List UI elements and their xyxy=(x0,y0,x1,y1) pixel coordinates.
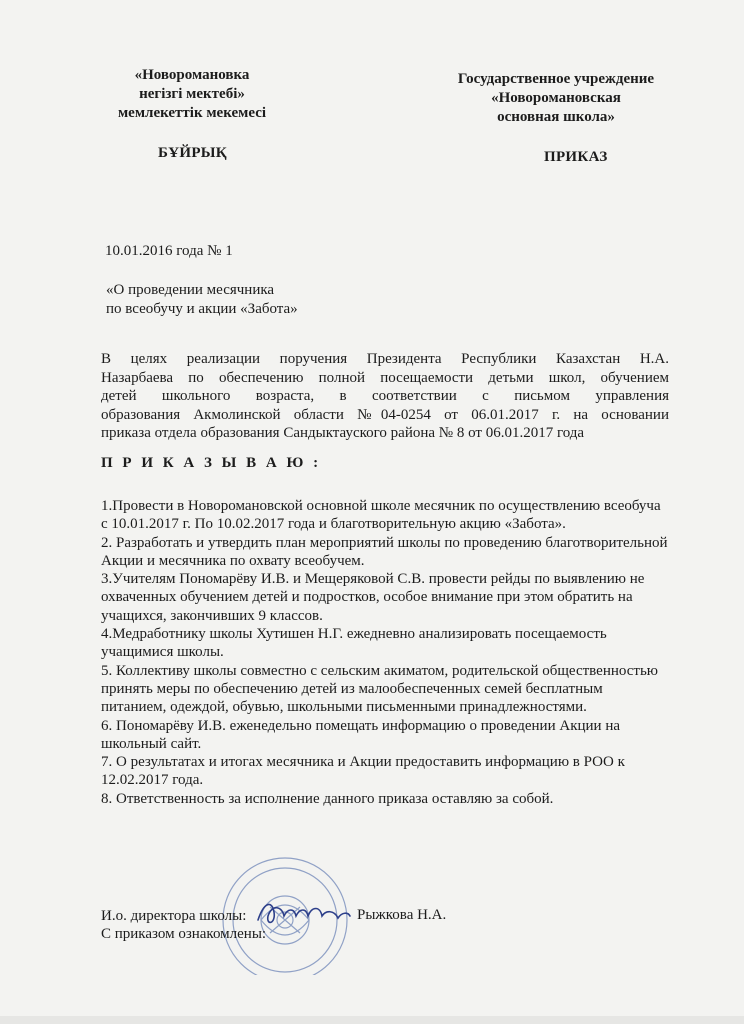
order-date-number: 10.01.2016 года № 1 xyxy=(105,243,233,259)
order-item: 8. Ответственность за исполнение данного приказа оставляю за собой. xyxy=(101,790,554,807)
header-russian xyxy=(436,70,676,127)
header-right-line: «Новоромановская xyxy=(491,90,621,106)
subject-line: по всеобучу и акции «Забота» xyxy=(106,301,298,317)
preamble-line: детей школьного возраста, в соответствии с письмом управления xyxy=(101,388,669,405)
handwritten-signature-icon xyxy=(254,894,354,934)
order-item: 7. О результатах и итогах месячника и Акции предоставить информацию в РОО к 12.02.2017 года. xyxy=(101,754,625,789)
order-title-kazakh: БҰЙРЫҚ xyxy=(158,145,227,161)
order-title-russian: ПРИКАЗ xyxy=(544,149,608,165)
header-kazakh xyxy=(92,66,292,123)
preamble-line: В целях реализации поручения Президента Республики Казахстан Н.А. xyxy=(101,351,669,367)
acquainted-label: С приказом ознакомлены: xyxy=(101,926,267,942)
director-signature-label: И.о. директора школы: xyxy=(101,908,247,924)
scan-bottom-edge xyxy=(0,1016,744,1024)
header-left-line: «Новоромановка xyxy=(134,67,250,83)
header-left-line: мемлекеттік мекемесі xyxy=(117,105,267,121)
order-subject xyxy=(106,281,298,319)
preamble-paragraph xyxy=(101,350,669,443)
preamble-line: приказа отдела образования Сандыктауского района № 8 от 06.01.2017 года xyxy=(101,425,585,442)
preamble-line: образования Акмолинской области №04-0254 от 06.01.2017 г. на основании xyxy=(101,406,669,423)
director-name: Рыжкова Н.А. xyxy=(357,907,447,923)
order-item: 6. Пономарёву И.В. еженедельно помещать информацию о проведении Акции на школьный сайт. xyxy=(101,717,621,752)
order-items-list xyxy=(101,497,671,808)
order-item: 3.Учителям Пономарёву И.В. и Мещеряковой С.В. провести рейды по выявлению не охваченных обучением детей и подростков, особое внимание при этом обратить на учащихся, закончивших 9 классов. xyxy=(101,571,645,624)
order-item: 4.Медработнику школы Хутишен Н.Г. ежедневно анализировать посещаемость учащимися школы. xyxy=(101,626,607,661)
decree-word: П Р И К А З Ы В А Ю : xyxy=(101,455,322,471)
order-item: 2. Разработать и утвердить план мероприятий школы по проведению благотворительной Акции и месячника по охвату всеобучем. xyxy=(101,534,668,569)
order-item: 1.Провести в Новоромановской основной школе месячник по осуществлению всеобуча с 10.01.2017 г. По 10.02.2017 года и благотворительную акцию «Забота». xyxy=(101,498,661,533)
header-right-line: основная школа» xyxy=(497,109,615,125)
subject-line: «О проведении месячника xyxy=(106,282,275,298)
header-right-line: Государственное учреждение xyxy=(457,71,655,87)
order-item: 5. Коллективу школы совместно с сельским акиматом, родительской общественностью принять меры по обеспечению детей из малообеспеченных семей бесплатным питанием, одеждой, обувью, школьными письменными принадлежностями. xyxy=(101,662,659,716)
preamble-line: Назарбаева по обеспечению полной посещаемости детьми школ, обучением xyxy=(101,369,669,386)
header-left-line: негізгі мектебі» xyxy=(139,86,245,102)
